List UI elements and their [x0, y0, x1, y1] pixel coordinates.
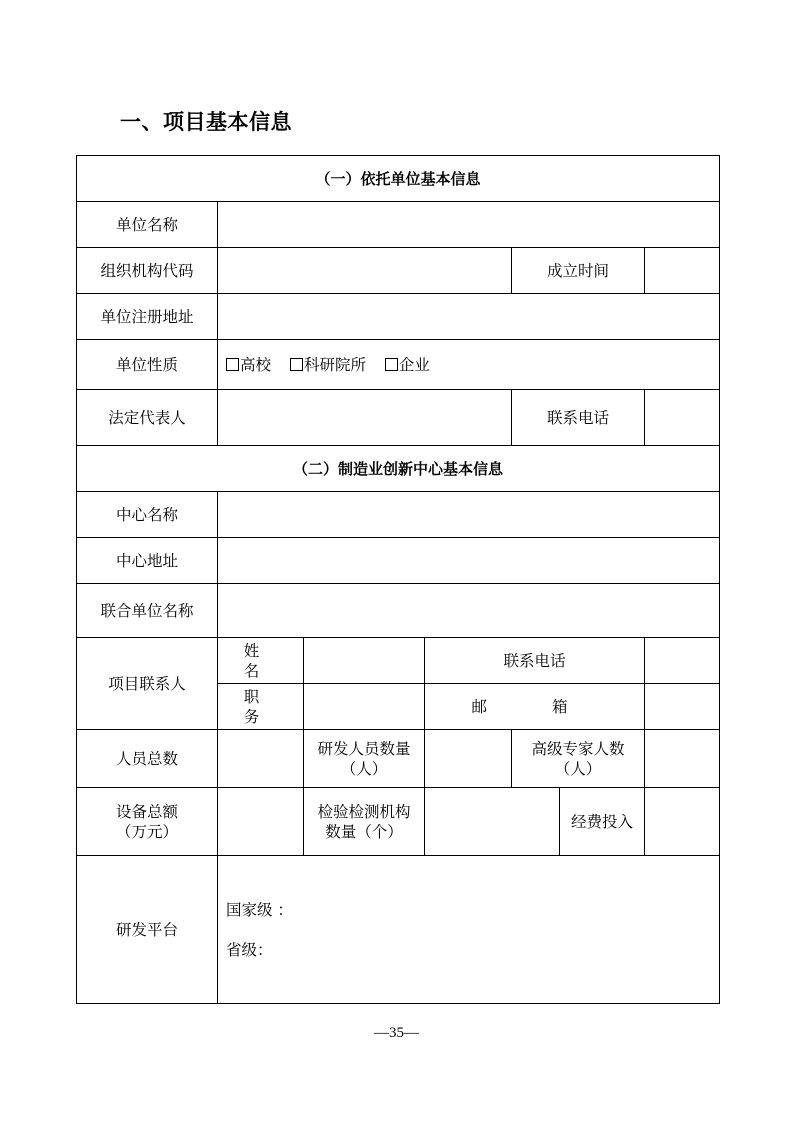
center-address-field[interactable] [218, 538, 720, 584]
partner-unit-field[interactable] [218, 584, 720, 638]
platform-national-label: 国家级 ： [226, 900, 293, 919]
established-date-field[interactable] [645, 248, 720, 294]
platform-provincial-label: 省级： [226, 940, 273, 959]
project-contact-label: 项目联系人 [77, 638, 218, 730]
rd-staff-label: 研发人员数量 （人） [304, 730, 425, 788]
contact-title-field[interactable] [304, 684, 425, 730]
contact-name-field[interactable] [304, 638, 425, 684]
contact-name-label: 姓 名 [218, 638, 304, 684]
org-code-label: 组织机构代码 [77, 248, 218, 294]
funding-label: 经费投入 [560, 788, 645, 856]
center-name-label: 中心名称 [77, 492, 218, 538]
nature-option-enterprise[interactable] [385, 356, 430, 374]
project-info-form [76, 155, 720, 1004]
section-center-header: （二）制造业创新中心基本信息 [77, 446, 720, 492]
contact-email-label: 邮 箱 [425, 684, 645, 730]
unit-phone-label: 联系电话 [512, 390, 645, 446]
equipment-total-field[interactable] [218, 788, 304, 856]
rd-platform-field[interactable] [218, 856, 720, 1004]
equipment-total-label: 设备总额 （万元） [77, 788, 218, 856]
testing-institution-field[interactable] [425, 788, 560, 856]
section-title: 一、项目基本信息 [120, 110, 292, 134]
contact-phone-field[interactable] [645, 638, 720, 684]
section-host-unit-header: （一）依托单位基本信息 [77, 156, 720, 202]
unit-name-field[interactable] [218, 202, 720, 248]
rd-staff-field[interactable] [425, 730, 512, 788]
funding-field[interactable] [645, 788, 720, 856]
nature-option-research-institute[interactable] [290, 356, 366, 374]
checkbox-icon[interactable] [226, 358, 239, 371]
established-date-label: 成立时间 [512, 248, 645, 294]
nature-option-university[interactable] [226, 356, 271, 374]
contact-title-label: 职 务 [218, 684, 304, 730]
senior-expert-label: 高级专家人数 （人） [512, 730, 645, 788]
legal-representative-label: 法定代表人 [77, 390, 218, 446]
page-number: —35— [374, 1025, 419, 1041]
nature-option-label: 科研院所 [303, 355, 366, 374]
contact-email-field[interactable] [645, 684, 720, 730]
staff-total-label: 人员总数 [77, 730, 218, 788]
org-code-field[interactable] [218, 248, 512, 294]
contact-phone-label: 联系电话 [425, 638, 645, 684]
testing-institution-label: 检验检测机构 数量（个） [304, 788, 425, 856]
unit-name-label: 单位名称 [77, 202, 218, 248]
center-address-label: 中心地址 [77, 538, 218, 584]
unit-nature-options [218, 340, 720, 390]
unit-phone-field[interactable] [645, 390, 720, 446]
checkbox-icon[interactable] [290, 358, 303, 371]
legal-representative-field[interactable] [218, 390, 512, 446]
rd-platform-label: 研发平台 [77, 856, 218, 1004]
partner-unit-label: 联合单位名称 [77, 584, 218, 638]
senior-expert-field[interactable] [645, 730, 720, 788]
registered-address-label: 单位注册地址 [77, 294, 218, 340]
center-name-field[interactable] [218, 492, 720, 538]
staff-total-field[interactable] [218, 730, 304, 788]
nature-option-label: 高校 [240, 355, 272, 374]
checkbox-icon[interactable] [385, 358, 398, 371]
registered-address-field[interactable] [218, 294, 720, 340]
nature-option-label: 企业 [398, 355, 430, 374]
unit-nature-label: 单位性质 [77, 340, 218, 390]
